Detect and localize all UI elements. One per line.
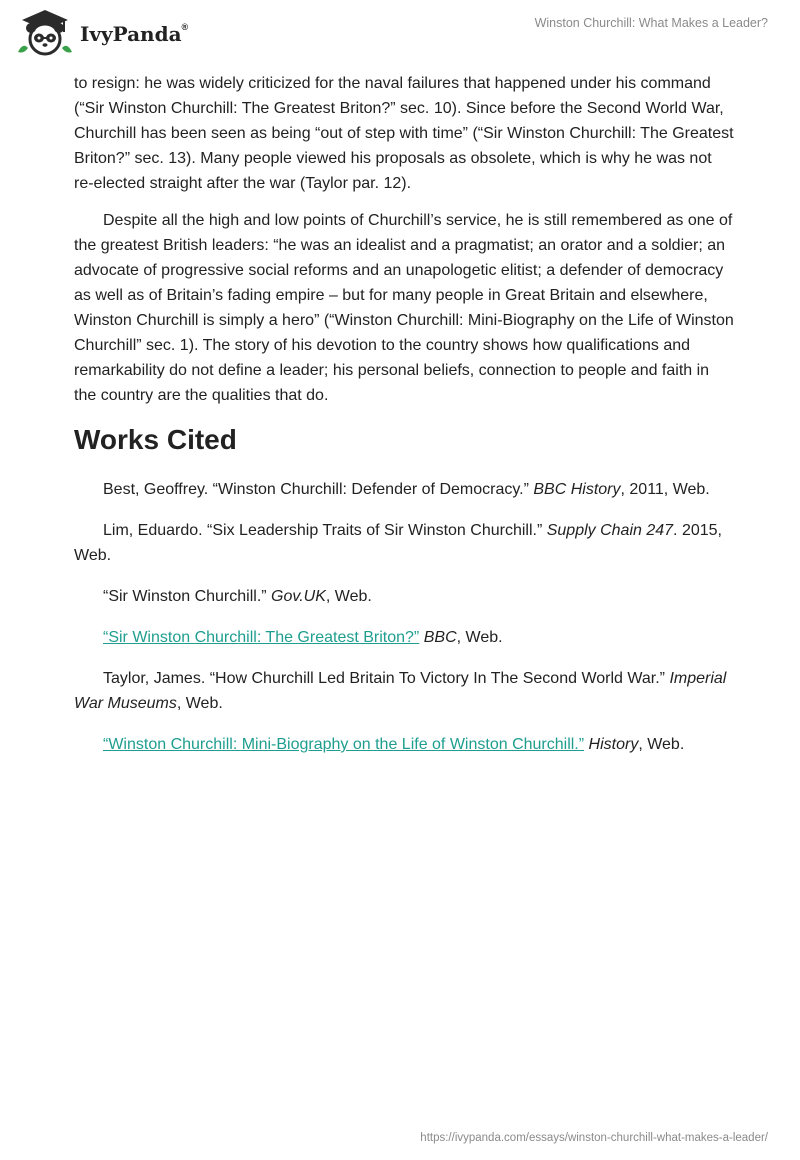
footer-url: https://ivypanda.com/essays/winston-churchill-what-makes-a-leader/ bbox=[420, 1132, 768, 1144]
page-header bbox=[0, 0, 800, 66]
citation-entry: “Sir Winston Churchill: The Greatest Briton?” BBC, Web. bbox=[103, 629, 503, 646]
works-cited-heading: Works Cited bbox=[74, 424, 237, 455]
brand-name[interactable]: IvyPanda® bbox=[80, 22, 189, 46]
citation-link[interactable]: “Sir Winston Churchill: The Greatest Briton?” bbox=[103, 629, 420, 646]
citation-entry: “Sir Winston Churchill.” Gov.UK, Web. bbox=[103, 588, 372, 605]
citation-link[interactable]: “Winston Churchill: Mini-Biography on the Life of Winston Churchill.” bbox=[103, 736, 585, 753]
citation-entry: Taylor, James. “How Churchill Led Britain To Victory In The Second World War.” Imperial War Museums, Web. bbox=[74, 670, 727, 712]
panda-logo-icon[interactable] bbox=[14, 8, 76, 58]
body-paragraph: to resign: he was widely criticized for the naval failures that happened under his command (“Sir Winston Churchill: The Greatest Briton?” sec. 10). Since before the Second World War, Churchill has been seen as being “out of step with time” (“Sir Winston Churchill: The Greatest Briton?” sec. 13). Many people viewed his proposals as obsolete, which is why he was not re-elected straight after the war (Taylor par. 12). bbox=[74, 75, 734, 192]
essay-content bbox=[74, 71, 734, 773]
citation-entry: Lim, Eduardo. “Six Leadership Traits of Sir Winston Churchill.” Supply Chain 247. 2015, Web. bbox=[74, 522, 722, 564]
body-paragraph: Despite all the high and low points of Churchill’s service, he is still remembered as one of the greatest British leaders: “he was an idealist and a pragmatist; an orator and a soldier; an advocate of progressive social reforms and an unapologetic elitist; a defender of democracy as well as of Britain’s fading empire – but for many people in Great Britain and elsewhere, Winston Churchill is simply a hero” (“Winston Churchill: Mini-Biography on the Life of Winston Churchill” sec. 1). The story of his devotion to the country shows how qualifications and remarkability do not define a leader; his personal beliefs, connection to people and faith in the country are the qualities that do. bbox=[74, 212, 734, 404]
citation-entry: “Winston Churchill: Mini-Biography on the Life of Winston Churchill.” History, Web. bbox=[103, 736, 685, 753]
citation-entry: Best, Geoffrey. “Winston Churchill: Defender of Democracy.” BBC History, 2011, Web. bbox=[103, 481, 710, 498]
document-title: Winston Churchill: What Makes a Leader? bbox=[534, 16, 768, 30]
